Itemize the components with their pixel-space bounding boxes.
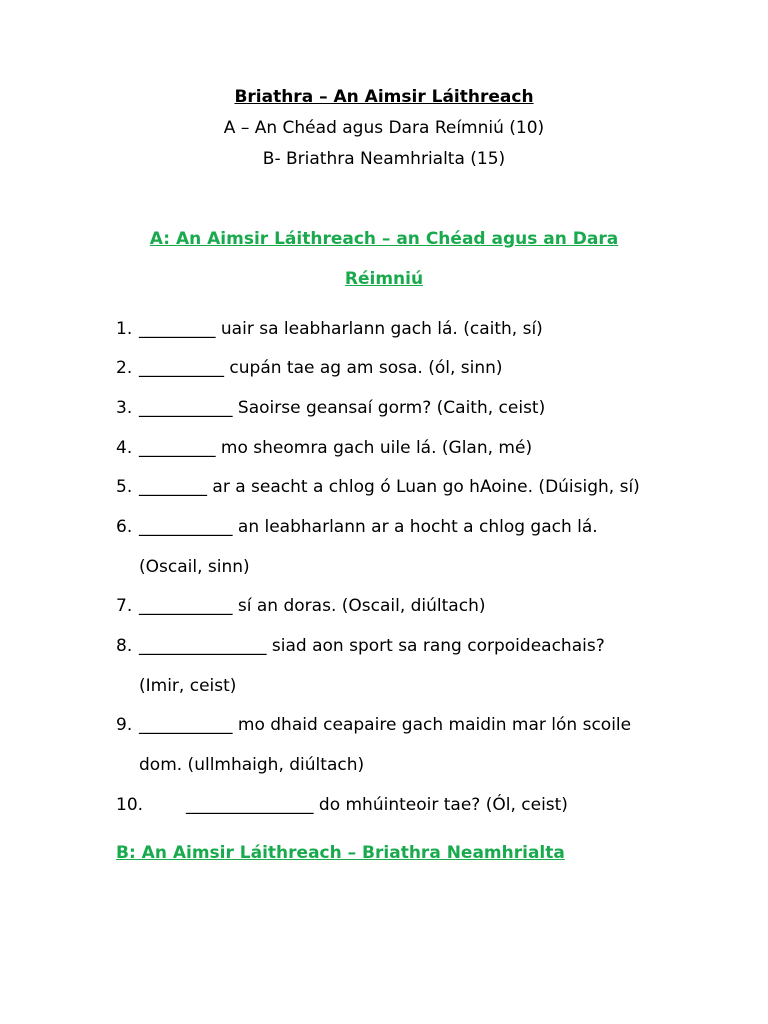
question-text-continued: dom. (ullmhaigh, diúltach) [139,755,365,775]
question-number: 10. [116,795,144,815]
question-text: ___________ sí an doras. (Oscail, diúltach) [139,596,486,616]
question-number: 7. [116,596,133,616]
section-a-heading: A: An Aimsir Láithreach – an Chéad agus an Dara [149,229,619,249]
worksheet-title: Briathra – An Aimsir Láithreach [234,87,534,107]
subtitle-part-b: B- Briathra Neamhrialta (15) [262,149,506,169]
question-text: ___________ mo dhaid ceapaire gach maidin mar lón scoile [139,715,632,735]
question-text: _______________ siad aon sport sa rang corpoideachais? [139,636,605,656]
question-number: 1. [116,319,133,339]
question-text: ___________ an leabharlann ar a hocht a chlog gach lá. [139,517,598,537]
question-number: 9. [116,715,133,735]
question-number: 3. [116,398,133,418]
question-number: 6. [116,517,133,537]
question-text: _________ uair sa leabharlann gach lá. (caith, sí) [139,319,543,339]
question-text: _______________ do mhúinteoir tae? (Ól, ceist) [186,795,568,815]
question-text-continued: (Imir, ceist) [139,676,237,696]
question-number: 2. [116,358,133,378]
question-number: 8. [116,636,133,656]
section-b-heading: B: An Aimsir Láithreach – Briathra Neamhrialta [116,843,565,863]
subtitle-part-a: A – An Chéad agus Dara Reímniú (10) [223,118,545,138]
question-text: ___________ Saoirse geansaí gorm? (Caith, ceist) [139,398,546,418]
question-text: __________ cupán tae ag am sosa. (ól, sinn) [139,358,503,378]
question-number: 4. [116,438,133,458]
section-a-heading-continued: Réimniú [344,269,424,289]
question-text-continued: (Oscail, sinn) [139,557,250,577]
question-number: 5. [116,477,133,497]
question-text: ________ ar a seacht a chlog ó Luan go hAoine. (Dúisigh, sí) [139,477,640,497]
question-text: _________ mo sheomra gach uile lá. (Glan, mé) [139,438,533,458]
